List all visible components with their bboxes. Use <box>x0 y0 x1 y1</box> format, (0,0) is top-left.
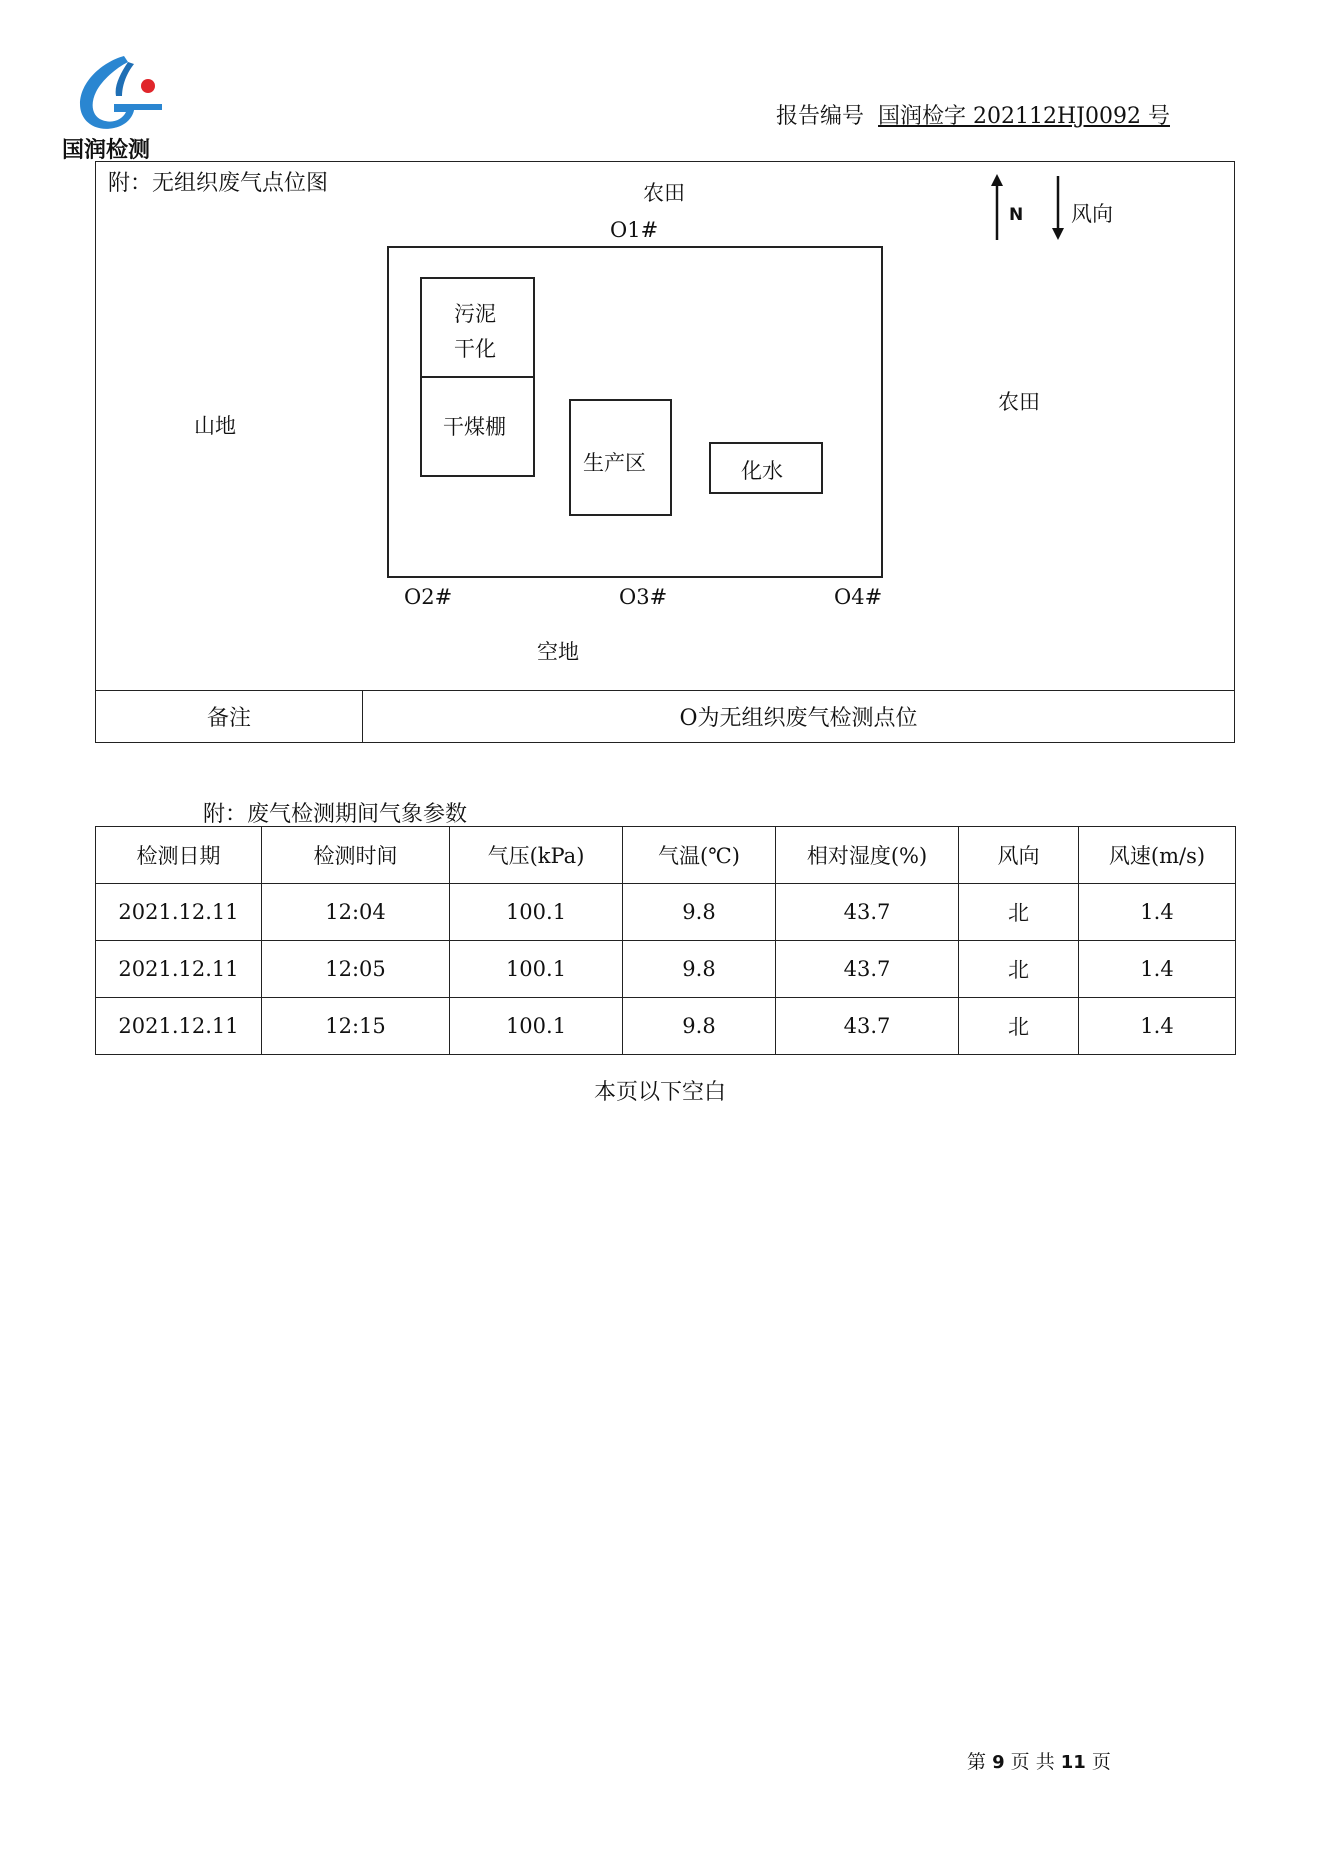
point-o1: O1# <box>610 218 659 242</box>
area-left-label: 山地 <box>194 414 236 438</box>
header-cell: 风向 <box>959 827 1079 884</box>
table-cell: 1.4 <box>1079 884 1236 941</box>
remark-row <box>95 690 1235 743</box>
table-cell: 100.1 <box>450 884 623 941</box>
header-cell: 风速(m/s) <box>1079 827 1236 884</box>
area-top-label: 农田 <box>643 181 685 205</box>
table-cell: 2021.12.11 <box>96 884 262 941</box>
table-row <box>96 884 1236 941</box>
north-label: N <box>1009 205 1024 225</box>
weather-title: 附：废气检测期间气象参数 <box>203 802 468 827</box>
table-cell: 9.8 <box>623 941 776 998</box>
header-cell: 气温(℃) <box>623 827 776 884</box>
footer-total: 11 <box>1060 1752 1086 1773</box>
table-cell: 1.4 <box>1079 941 1236 998</box>
table-header-row <box>96 827 1236 884</box>
wind-direction-label: 风向 <box>1071 202 1113 226</box>
point-o4: O4# <box>834 585 883 609</box>
table-cell: 北 <box>959 998 1079 1055</box>
table-cell: 43.7 <box>776 884 959 941</box>
area-right-label: 农田 <box>998 390 1040 414</box>
footer-page: 9 <box>992 1752 1005 1773</box>
report-number-value: 国润检字 202112HJ0092 号 <box>878 104 1170 129</box>
remark-text: O为无组织废气检测点位 <box>679 705 918 731</box>
table-row <box>96 998 1236 1055</box>
sludge-label-line1: 污泥 <box>454 302 496 326</box>
header-cell: 检测日期 <box>96 827 262 884</box>
footer-prefix: 第 <box>967 1751 987 1773</box>
table-cell: 9.8 <box>623 884 776 941</box>
point-o3: O3# <box>619 585 668 609</box>
table-cell: 北 <box>959 941 1079 998</box>
footer-suffix: 页 <box>1091 1751 1111 1773</box>
production-area-label: 生产区 <box>583 451 646 475</box>
footer-mid1: 页 <box>1010 1751 1030 1773</box>
table-cell: 100.1 <box>450 998 623 1055</box>
table-cell: 12:04 <box>262 884 450 941</box>
table-cell: 2021.12.11 <box>96 998 262 1055</box>
company-name: 国润检测 <box>62 138 151 163</box>
blank-page-note: 本页以下空白 <box>594 1080 727 1105</box>
sludge-label-line2: 干化 <box>454 337 496 361</box>
header-cell: 相对湿度(%) <box>776 827 959 884</box>
table-cell: 9.8 <box>623 998 776 1055</box>
header-cell: 检测时间 <box>262 827 450 884</box>
remark-label: 备注 <box>96 690 363 742</box>
header-cell: 气压(kPa) <box>450 827 623 884</box>
site-map-title: 附：无组织废气点位图 <box>108 171 329 196</box>
north-arrow-icon <box>985 174 1065 244</box>
point-o2: O2# <box>404 585 453 609</box>
table-cell: 43.7 <box>776 941 959 998</box>
table-cell: 北 <box>959 884 1079 941</box>
table-cell: 12:15 <box>262 998 450 1055</box>
report-number <box>776 99 1170 130</box>
page-number-footer <box>967 1747 1111 1774</box>
table-cell: 100.1 <box>450 941 623 998</box>
chem-water-label: 化水 <box>741 459 783 483</box>
report-number-label: 报告编号 <box>776 104 865 129</box>
area-bottom-label: 空地 <box>537 640 579 664</box>
footer-mid2: 共 <box>1035 1751 1055 1773</box>
table-cell: 1.4 <box>1079 998 1236 1055</box>
dry-coal-shed-label: 干煤棚 <box>443 415 506 439</box>
table-cell: 12:05 <box>262 941 450 998</box>
weather-table <box>95 826 1236 1055</box>
table-cell: 2021.12.11 <box>96 941 262 998</box>
table-cell: 43.7 <box>776 998 959 1055</box>
table-row <box>96 941 1236 998</box>
